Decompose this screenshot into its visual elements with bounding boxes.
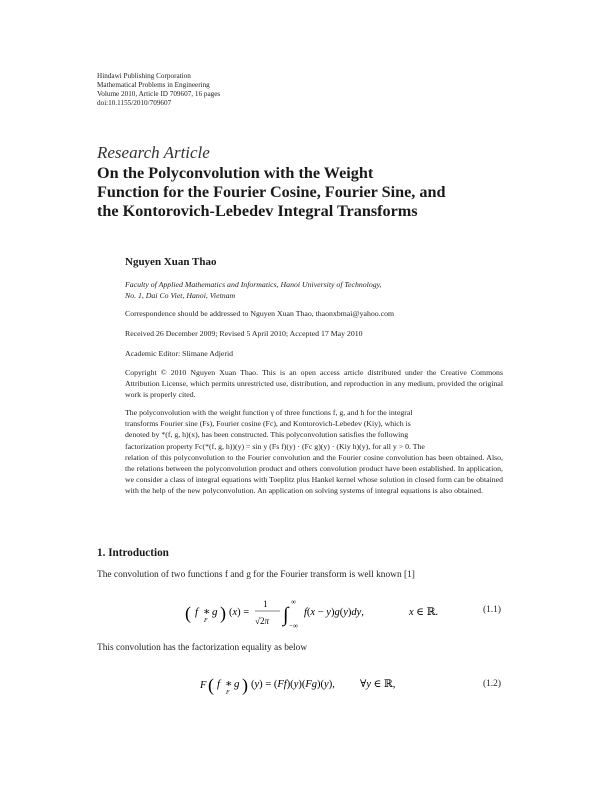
svg-text:F: F <box>200 680 207 691</box>
title-line: Function for the Fourier Cosine, Fourier Sine, and <box>97 183 446 201</box>
equation-number: (1.1) <box>483 605 501 615</box>
dates: Received 26 December 2009; Revised 5 April 2010; Accepted 17 May 2010 <box>125 329 363 338</box>
affiliation-line: No. 1, Dai Co Viet, Hanoi, Vietnam <box>125 291 236 300</box>
copyright: Copyright © 2010 Nguyen Xuan Thao. This is an open access article distributed under the Creative Commons Attribution License, which permits unrestricted use, distribution, and reproduction in any medium, provided the original work is properly cited. <box>125 368 503 400</box>
affiliation-line: Faculty of Applied Mathematics and Informatics, Hanoi University of Technology, <box>125 280 382 289</box>
svg-text:f: f <box>217 678 221 690</box>
equation-1-1 <box>185 594 495 634</box>
svg-text:f: f <box>195 606 199 618</box>
svg-text:∫: ∫ <box>283 604 289 626</box>
abstract-line: transforms Fourier sine (Fs), Fourier cosine (Fc), and Kontorovich-Lebedev (Kiy), which is <box>125 419 411 429</box>
affiliation <box>125 279 382 301</box>
svg-text:∀y ∈ ℝ,: ∀y ∈ ℝ, <box>360 679 396 690</box>
volume-info: Volume 2010, Article ID 709607, 16 pages <box>97 90 221 98</box>
equation-graphic <box>200 670 440 702</box>
svg-text:(x) =: (x) = <box>229 607 250 618</box>
paper-title <box>97 164 517 221</box>
svg-text:(: ( <box>208 675 214 695</box>
svg-text:f(x − y)g(y)dy,: f(x − y)g(y)dy, <box>304 607 364 618</box>
equation-1-2 <box>200 670 440 702</box>
svg-text:x ∈ ℝ.: x ∈ ℝ. <box>409 607 439 618</box>
abstract-rest: relation of this polyconvolution to the Fourier convolution and the Fourier cosine convolution has been obtained. Also, the relations between the polyconvolution product and others convolution product have been established. In application, we consider a class of integral equations with Toeplitz plus Hankel kernel whose solution in closed form can be obtained with the help of the new polyconvolution. An application on solving systems of integral equations is also obtained. <box>125 452 503 496</box>
svg-text:(y) = (Ff)(y)(Fg)(y),: (y) = (Ff)(y)(Fg)(y), <box>251 679 335 690</box>
equation-graphic <box>185 594 495 634</box>
abstract-line: factorization property Fc(*(f, g, h))(y) = sin y (Fs f)(y) · (Fc g)(y) · (Kiy h)(y), for all y > 0. The <box>125 441 425 451</box>
svg-text:∗: ∗ <box>225 678 233 690</box>
academic-editor: Academic Editor: Slimane Adjerid <box>125 349 234 358</box>
author-name: Nguyen Xuan Thao <box>125 256 217 268</box>
publisher: Hindawi Publishing Corporation <box>97 72 191 80</box>
title-line: the Kontorovich-Lebedev Integral Transforms <box>97 202 418 220</box>
svg-text:): ) <box>220 603 226 623</box>
svg-text:√2π: √2π <box>255 616 269 626</box>
svg-text:g: g <box>234 678 240 690</box>
body-paragraph: The convolution of two functions f and g for the Fourier transform is well known [1] <box>97 570 415 580</box>
journal-header <box>97 72 220 108</box>
abstract <box>125 407 503 497</box>
svg-text:F: F <box>204 618 208 624</box>
svg-text:F: F <box>226 690 230 696</box>
svg-text:∗: ∗ <box>203 606 211 618</box>
abstract-line: The polyconvolution with the weight function γ of three functions f, g, and h for the integral <box>125 408 413 417</box>
abstract-line: denoted by *(f, g, h)(x), has been constructed. This polyconvolution satisfies the following <box>125 430 409 440</box>
svg-text:g: g <box>212 606 218 618</box>
article-type: Research Article <box>97 143 210 162</box>
journal-name: Mathematical Problems in Engineering <box>97 81 210 89</box>
body-paragraph: This convolution has the factorization equality as below <box>97 643 308 653</box>
svg-text:): ) <box>242 675 248 695</box>
svg-text:1: 1 <box>263 599 268 609</box>
section-heading: 1. Introduction <box>97 547 169 559</box>
svg-text:−∞: −∞ <box>289 622 298 630</box>
svg-text:(: ( <box>185 603 191 623</box>
correspondence: Correspondence should be addressed to Nguyen Xuan Thao, thaonxbmai@yahoo.com <box>125 309 395 318</box>
equation-number: (1.2) <box>483 679 501 689</box>
doi: doi:10.1155/2010/709607 <box>97 99 172 107</box>
title-line: On the Polyconvolution with the Weight <box>97 164 374 182</box>
svg-text:∞: ∞ <box>291 598 296 606</box>
